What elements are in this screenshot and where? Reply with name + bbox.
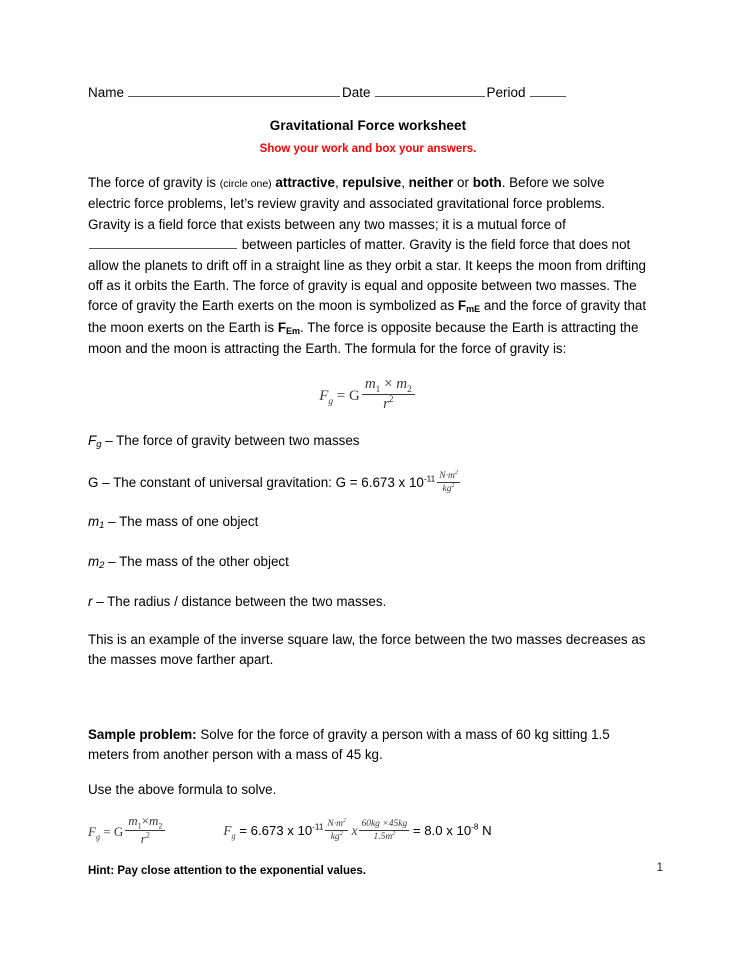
circle-one-note: (circle one)	[219, 178, 272, 190]
period-label: Period	[486, 85, 526, 100]
solution-mass-numerator: 60kg ×45kg	[361, 819, 408, 830]
definition-r-text: – The radius / distance between the two masses.	[92, 594, 387, 610]
name-date-period-row	[88, 84, 648, 102]
definition-r-symbol: r	[88, 594, 93, 610]
solution-computation	[223, 819, 491, 842]
symbol-f-em: $F_{Em}$	[277, 319, 301, 336]
definition-bigG-text: – The constant of universal gravitation: G = 6.673 x 10	[98, 475, 424, 491]
option-both[interactable]: both	[472, 175, 502, 190]
sample-problem-label: Sample problem:	[88, 726, 197, 742]
formula-m2-sub: 2	[407, 384, 412, 395]
document-content	[88, 84, 648, 877]
name-blank-field[interactable]	[128, 84, 340, 97]
solution-left-f-sub: g	[95, 832, 100, 842]
date-label: Date	[342, 85, 371, 100]
solution-left-fraction	[125, 814, 165, 847]
sample-problem-paragraph	[88, 725, 648, 766]
solution-right-f: $F_g$	[223, 823, 236, 841]
sample-problem-text: Solve for the force of gravity a person with a mass of 60 kg sitting 1.5 meters from another person with a mass of 45 kg.	[88, 726, 610, 763]
solution-right-units: $\frac{N\cdot m^2}{kg^2}$	[327, 817, 346, 842]
symbol-f-me: $F_{mE}$	[457, 298, 481, 315]
solution-result-exponent: -8	[471, 822, 479, 832]
definition-fg-text: – The force of gravity between two masses	[101, 433, 360, 449]
formula-m2: m	[396, 375, 408, 392]
solution-left-g: G	[113, 823, 124, 839]
name-label: Name	[88, 85, 125, 100]
solution-left-denominator: $r^2$	[140, 830, 150, 846]
formula-m1-sub: 1	[375, 384, 381, 395]
sep-1: ,	[334, 175, 343, 190]
period-blank-field[interactable]	[530, 84, 566, 97]
solution-left-numerator: $m_1\times m_2$	[125, 814, 165, 831]
page-number: 1	[656, 862, 663, 874]
formula-r-exponent: 2	[388, 394, 394, 405]
solution-mass-fraction	[359, 819, 409, 842]
section-spacer	[88, 685, 648, 725]
date-blank-field[interactable]	[375, 84, 485, 97]
worked-solution-row	[88, 814, 648, 847]
intro-text-part2: . Before we solve electric force problems, let’s review gravity and associated gravitational force problems. Gravity is a field force that exists between any two masses; it is a mutual force of	[88, 175, 606, 232]
solution-right-constant-exponent: -11	[312, 822, 324, 832]
definition-bigG-symbol: G	[88, 475, 99, 491]
option-attractive[interactable]: attractive	[275, 175, 335, 190]
fill-in-blank-attraction[interactable]	[89, 236, 237, 249]
formula-denominator	[362, 395, 415, 413]
sep-2: ,	[401, 175, 409, 190]
solution-right-equals: =	[239, 823, 247, 839]
gravitation-formula	[88, 376, 648, 414]
intro-text-part3: between particles of matter. Gravity is the field force that does not allow the planets to drift off in a straight line as they orbit a star. It keeps the moon from drifting off as it orbits the Earth. The force of gravity is equal and opposite between two masses. The force of gravity the Earth exerts on the moon is symbolized as	[88, 237, 646, 314]
definition-m2	[88, 552, 648, 574]
solution-multiply-symbol: x	[351, 823, 358, 839]
definition-bigG-units	[437, 471, 460, 494]
definition-m1-text: – The mass of one object	[104, 514, 259, 530]
solution-formula-restated	[88, 814, 167, 847]
formula-lhs-sub-g: g	[328, 396, 334, 407]
units-numerator: $N\cdot m^2$	[439, 470, 458, 482]
intro-paragraph	[88, 173, 648, 360]
definition-m2-symbol: $m_2$	[88, 554, 105, 572]
sample-instruction: Use the above formula to solve.	[88, 781, 277, 797]
solution-left-equals: =	[103, 823, 111, 839]
formula-r: r	[383, 395, 389, 412]
definition-m1-symbol: $m_1$	[88, 514, 105, 532]
instruction-subtitle: Show your work and box your answers.	[259, 143, 477, 155]
solution-right-constant: 6.673 x 10	[250, 823, 313, 839]
definition-bigG-exponent: -11	[423, 473, 436, 484]
formula-numerator	[362, 376, 415, 395]
intro-text-part1: The force of gravity is	[88, 175, 220, 190]
definition-bigG	[88, 471, 648, 494]
formula-fraction	[362, 376, 415, 414]
definition-fg	[88, 431, 648, 453]
page-title: Gravitational Force worksheet	[269, 118, 467, 133]
formula-m1: m	[364, 375, 376, 392]
formula-big-g: G	[348, 387, 360, 404]
formula-equals: =	[336, 387, 346, 404]
definition-m2-text: – The mass of the other object	[104, 554, 289, 570]
inverse-square-law-paragraph: This is an example of the inverse square law, the force between the two masses decreases as the masses move farther apart.	[88, 632, 646, 668]
definition-fg-symbol: $F_g$	[88, 433, 102, 451]
option-repulsive[interactable]: repulsive	[342, 175, 402, 190]
intro-text-part4: and the force of gravity that the moon exerts on the Earth is	[88, 298, 647, 335]
option-neither[interactable]: neither	[408, 175, 454, 190]
intro-text-part5: . The force is opposite because the Earth is attracting the moon and the moon is attracting the Earth. The formula for the force of gravity is:	[88, 319, 639, 357]
solution-result-equals: = 8.0 x 10	[412, 823, 472, 839]
solution-result-unit: N	[478, 823, 492, 839]
formula-lhs-f: F	[319, 387, 329, 404]
hint-text: Hint: Pay close attention to the exponential values.	[88, 864, 366, 877]
definition-r	[88, 592, 648, 612]
definition-m1	[88, 512, 648, 534]
units-denominator: $kg^2$	[442, 482, 455, 494]
formula-times-icon: ×	[384, 375, 393, 392]
solution-mass-denominator: $1.5m^2$	[373, 830, 396, 842]
sep-3: or	[453, 175, 473, 190]
solution-left-f: F	[88, 823, 96, 839]
